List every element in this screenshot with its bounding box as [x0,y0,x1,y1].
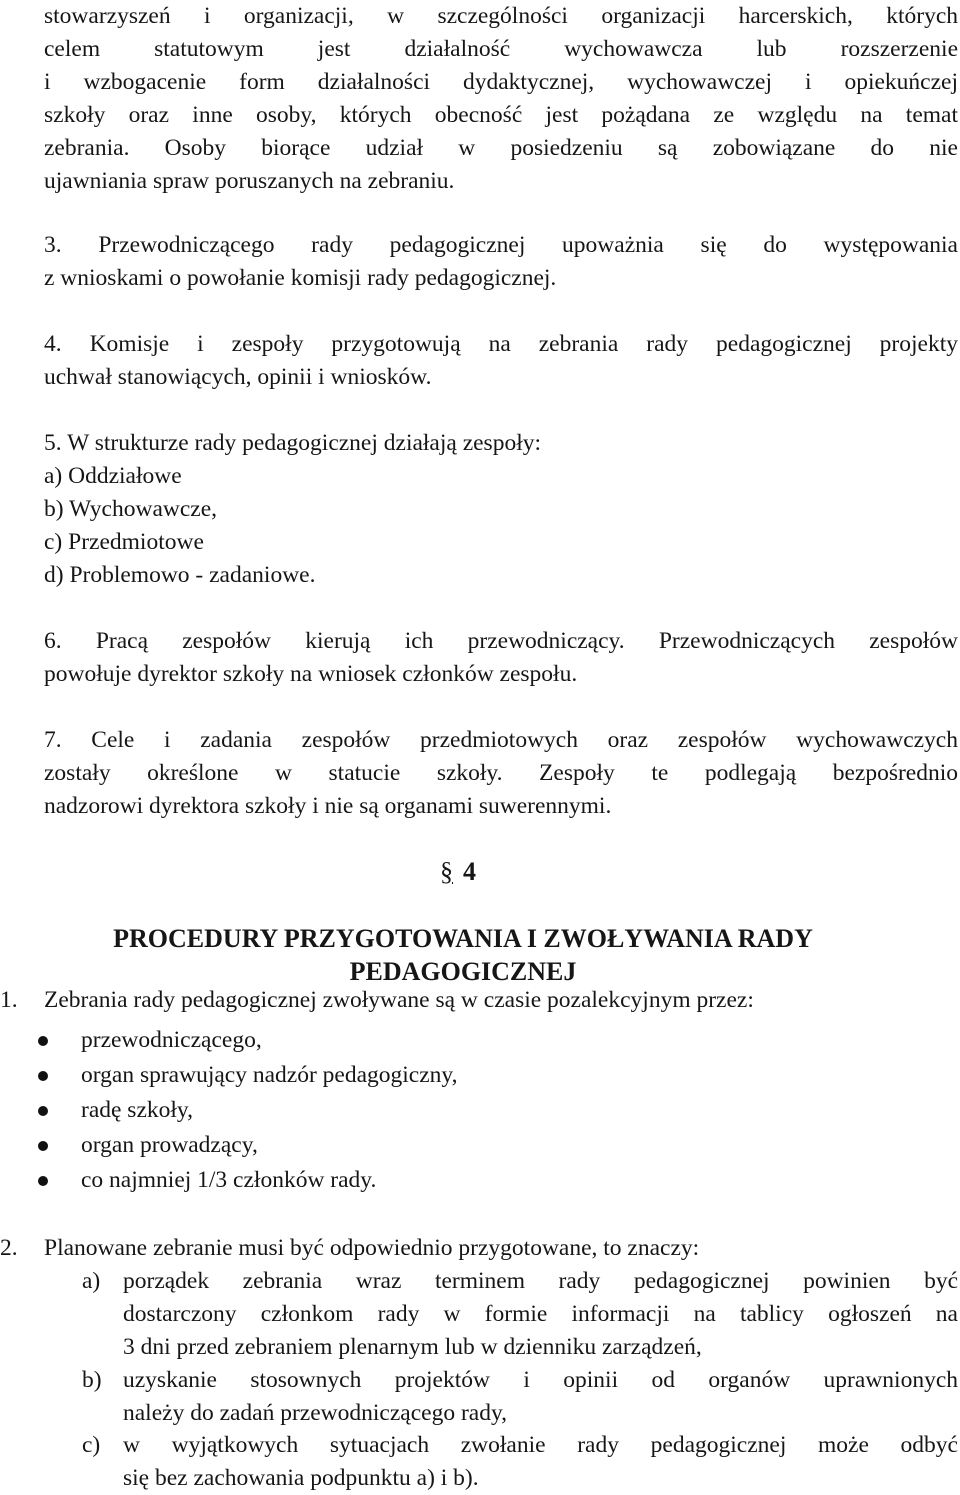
list-item-text: co najmniej 1/3 członków rady. [81,1167,377,1193]
list-item-text: organ prowadzący, [81,1132,258,1158]
point-4 [44,328,958,394]
team-type-item: d) Problemowo - zadaniowe. [44,562,316,588]
sub-item-letter: c) [82,1432,101,1458]
paragraph-line: i wzbogacenie form działalności dydaktycznej, wychowawczej i opiekuńczej [44,69,958,95]
paragraph-line: szkoły oraz inne osoby, których obecność jest pożądana ze względu na temat [44,102,958,128]
paragraph-line: należy do zadań przewodniczącego rady, [123,1400,508,1426]
item-1 [0,984,958,1017]
intro-paragraph [44,0,958,198]
point-6 [44,625,958,691]
bullet-icon [38,1106,48,1116]
section-heading-line-1: PROCEDURY PRZYGOTOWANIA I ZWOŁYWANIA RADY [113,924,813,953]
paragraph-line: dostarczony członkom rady w formie informacji na tablicy ogłoszeń na [123,1301,958,1327]
paragraph-line: uzyskanie stosownych projektów i opinii od organów uprawnionych [123,1367,958,1393]
paragraph-line: 4. Komisje i zespoły przygotowują na zebrania rady pedagogicznej projekty [44,331,958,357]
paragraph-line: zebrania. Osoby biorące udział w posiedzeniu są zobowiązane do nie [44,135,958,161]
sub-item-letter: b) [82,1367,102,1393]
list-item-text: radę szkoły, [81,1097,194,1123]
team-type-item: b) Wychowawcze, [44,496,218,522]
sub-item-body [123,1364,958,1430]
item-text: Planowane zebranie musi być odpowiednio przygotowane, to znaczy: [44,1235,700,1261]
sub-item-body [123,1265,958,1364]
bullet-icon [38,1036,48,1046]
paragraph-line: stowarzyszeń i organizacji, w szczególności organizacji harcerskich, których [44,3,958,29]
section-symbol: § [440,857,453,886]
point-5 [44,427,958,592]
point-5-title: 5. W strukturze rady pedagogicznej działają zespoły: [44,430,542,456]
point-3 [44,229,958,295]
paragraph-line: celem statutowym jest działalność wychowawcza lub rozszerzenie [44,36,958,62]
item-number: 2. [0,1235,18,1261]
team-type-item: c) Przedmiotowe [44,529,204,555]
item-number: 1. [0,987,18,1013]
list-item-text: organ sprawujący nadzór pedagogiczny, [81,1062,458,1088]
paragraph-line: z wnioskami o powołanie komisji rady pedagogicznej. [44,265,557,291]
bullet-icon [38,1176,48,1186]
paragraph-line: 3. Przewodniczącego rady pedagogicznej upoważnia się do występowania [44,232,958,258]
paragraph-line: 3 dni przed zebraniem plenarnym lub w dzienniku zarządzeń, [123,1334,702,1360]
bullet-icon [38,1071,48,1081]
list-item-text: przewodniczącego, [81,1027,262,1053]
paragraph-line: zostały określone w statucie szkoły. Zespoły te podlegają bezpośrednio [44,760,958,786]
paragraph-line: 6. Pracą zespołów kierują ich przewodniczący. Przewodniczących zespołów [44,628,958,654]
item-2 [0,1232,699,1265]
point-7 [44,724,958,823]
paragraph-line: uchwał stanowiących, opinii i wniosków. [44,364,432,390]
section-number [440,855,476,888]
sub-item-letter: a) [82,1268,101,1294]
paragraph-line: powołuje dyrektor szkoły na wniosek członków zespołu. [44,661,578,687]
bullet-icon [38,1141,48,1151]
item-text: Zebrania rady pedagogicznej zwoływane są w czasie pozalekcyjnym przez: [44,987,754,1013]
sub-item-body [123,1429,958,1495]
paragraph-line: nadzorowi dyrektora szkoły i nie są organami suwerennymi. [44,793,612,819]
paragraph-line: porządek zebrania wraz terminem rady pedagogicznej powinien być [123,1268,958,1294]
section-heading-line-2: PEDAGOGICZNEJ [349,957,577,986]
paragraph-line: 7. Cele i zadania zespołów przedmiotowych oraz zespołów wychowawczych [44,727,958,753]
section-number-value: 4 [463,857,476,886]
team-type-item: a) Oddziałowe [44,463,182,489]
paragraph-line: się bez zachowania podpunktu a) i b). [123,1465,479,1491]
paragraph-line: w wyjątkowych sytuacjach zwołanie rady pedagogicznej może odbyć [123,1432,958,1458]
paragraph-line: ujawniania spraw poruszanych na zebraniu. [44,168,455,194]
